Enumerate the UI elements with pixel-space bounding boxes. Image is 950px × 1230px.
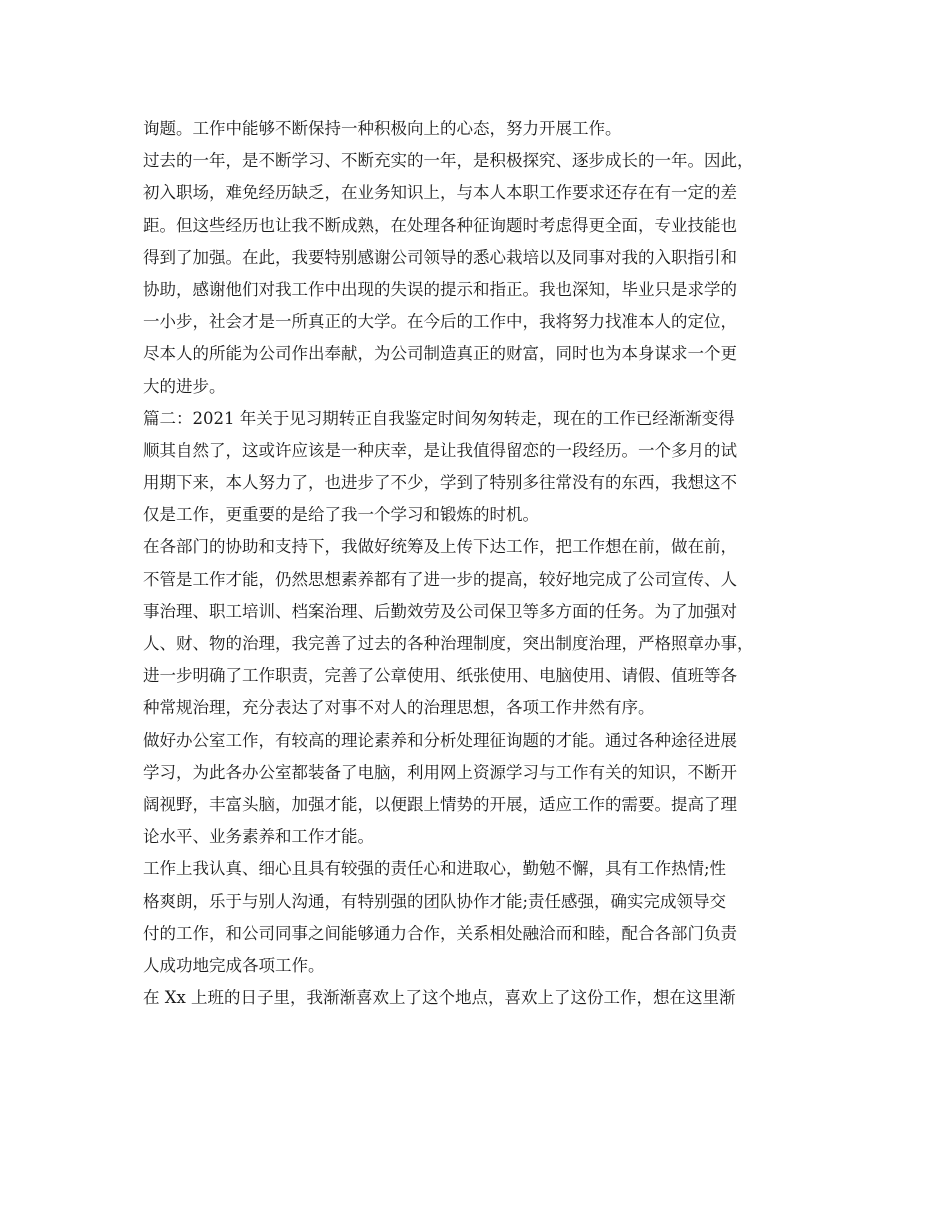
text-line: 学习，为此各办公室都装备了电脑，利用网上资源学习与工作有关的知识，不断开 — [143, 762, 737, 782]
text-line: 距。但这些经历也让我不断成熟，在处理各种征询题时考虑得更全面，专业技能也 — [143, 215, 737, 235]
text-line: 做好办公室工作，有较高的理论素养和分析处理征询题的才能。通过各种途径进展 — [143, 730, 737, 750]
text-line: 在 Xx 上班的日子里，我渐渐喜欢上了这个地点，喜欢上了这份工作，想在这里渐 — [143, 988, 736, 1008]
text-line: 用期下来，本人努力了，也进步了不少，学到了特别多往常没有的东西，我想这不 — [143, 473, 737, 493]
text-line: 顺其自然了，这或许应该是一种庆幸，是让我值得留恋的一段经历。一个多月的试 — [143, 440, 737, 460]
text-line: 在各部门的协助和支持下，我做好统筹及上传下达工作，把工作想在前，做在前， — [143, 537, 737, 557]
text-line: 种常规治理，充分表达了对事不对人的治理思想，各项工作井然有序。 — [143, 698, 655, 718]
text-line: 初入职场，难免经历缺乏，在业务知识上，与本人本职工作要求还存在有一定的差 — [143, 183, 737, 203]
text-line: 一小步，社会才是一所真正的大学。在今后的工作中，我将努力找准本人的定位， — [143, 312, 737, 332]
text-line: 付的工作，和公司同事之间能够通力合作，关系相处融洽而和睦，配合各部门负责 — [143, 923, 737, 943]
text-line: 协助，感谢他们对我工作中出现的失误的提示和指正。我也深知，毕业只是求学的 — [143, 279, 737, 299]
text-line: 询题。工作中能够不断保持一种积极向上的心态，努力开展工作。 — [143, 119, 622, 138]
text-line: 大的进步。 — [143, 376, 226, 396]
text-line: 阔视野，丰富头脑，加强才能，以便跟上情势的开展，适应工作的需要。提高了理 — [143, 794, 737, 814]
text-line: 格爽朗，乐于与别人沟通，有特别强的团队协作才能;责任感强，确实完成领导交 — [143, 891, 727, 911]
text-line: 仅是工作，更重要的是给了我一个学习和锻炼的时机。 — [143, 505, 539, 525]
text-line: 人成功地完成各项工作。 — [143, 955, 325, 975]
document-body — [143, 113, 823, 1014]
text-line: 过去的一年，是不断学习、不断充实的一年，是积极探究、逐步成长的一年。因此， — [143, 151, 754, 171]
text-line: 得到了加强。在此，我要特别感谢公司领导的悉心栽培以及同事对我的入职指引和 — [143, 247, 737, 267]
text-line: 事治理、职工培训、档案治理、后勤效劳及公司保卫等多方面的任务。为了加强对 — [143, 601, 737, 621]
text-line: 进一步明确了工作职责，完善了公章使用、纸张使用、电脑使用、请假、值班等各 — [143, 666, 737, 686]
text-line: 工作上我认真、细心且具有较强的责任心和进取心，勤勉不懈，具有工作热情;性 — [143, 859, 727, 879]
text-line: 篇二：2021 年关于见习期转正自我鉴定时间匆匆转走，现在的工作已经渐渐变得 — [143, 408, 735, 428]
text-line: 论水平、业务素养和工作才能。 — [143, 827, 374, 847]
text-line: 人、财、物的治理，我完善了过去的各种治理制度，突出制度治理，严格照章办事， — [143, 634, 754, 653]
text-line: 不管是工作才能，仍然思想素养都有了进一步的提高，较好地完成了公司宣传、人 — [143, 569, 737, 589]
text-line: 尽本人的所能为公司作出奉献，为公司制造真正的财富，同时也为本身谋求一个更 — [143, 344, 737, 364]
